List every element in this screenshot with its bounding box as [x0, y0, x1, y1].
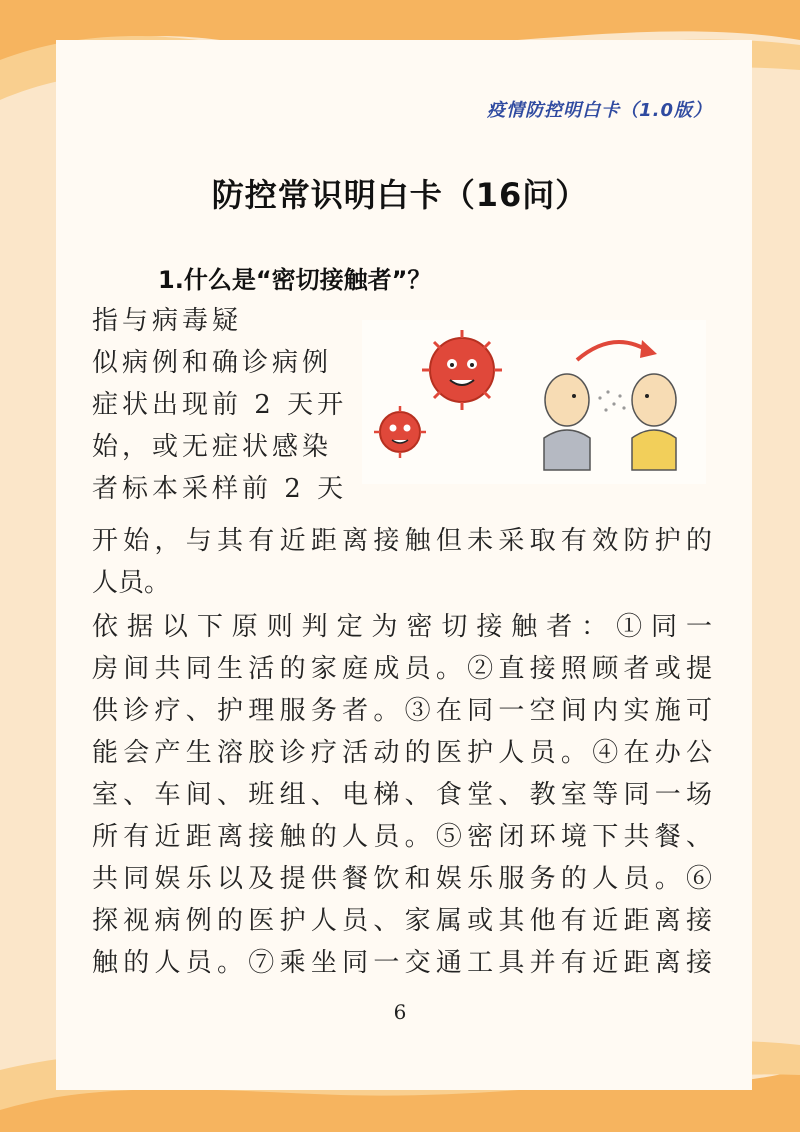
body-line: 开始，与其有近距离接触但未采取有效防护的 — [92, 526, 712, 556]
intro-line: 指与病毒疑 — [92, 306, 243, 336]
transmission-arrow-icon — [577, 342, 647, 360]
page-title: 防控常识明白卡（16问） — [211, 176, 589, 214]
body-line: 能会产生溶胶诊疗活动的医护人员。④在办公 — [92, 738, 712, 768]
page-number: 6 — [393, 1000, 407, 1024]
intro-line: 似病例和确诊病例 — [92, 348, 333, 378]
virus-transmission-illustration — [362, 320, 706, 484]
body-line: 探视病例的医护人员、家属或其他有近距离接 — [92, 906, 712, 936]
intro-line: 始，或无症状感染 — [92, 432, 333, 462]
body-line: 所有近距离接触的人员。⑤密闭环境下共餐、 — [92, 822, 712, 852]
body-line: 触的人员。⑦乘坐同一交通工具并有近距离接 — [92, 948, 712, 978]
header-tag: 疫情防控明白卡（1.0版） — [487, 100, 712, 121]
virus-icon — [422, 330, 502, 410]
intro-line: 症状出现前 2 天开 — [92, 390, 348, 420]
body-line: 供诊疗、护理服务者。③在同一空间内实施可 — [92, 696, 712, 726]
person-icon — [544, 374, 590, 470]
body-line: 依据以下原则判定为密切接触者：①同一 — [92, 612, 712, 642]
question-heading: 1.什么是“密切接触者”？ — [158, 266, 432, 294]
person-icon — [632, 374, 676, 470]
droplets-icon — [598, 390, 625, 411]
small-virus-icon — [374, 406, 426, 458]
body-line: 共同娱乐以及提供餐饮和娱乐服务的人员。⑥ — [92, 864, 712, 894]
body-line: 室、车间、班组、电梯、食堂、教室等同一场 — [92, 780, 712, 810]
body-line: 房间共同生活的家庭成员。②直接照顾者或提 — [92, 654, 712, 684]
body-line: 人员。 — [92, 568, 171, 598]
intro-line: 者标本采样前 2 天 — [92, 474, 348, 504]
